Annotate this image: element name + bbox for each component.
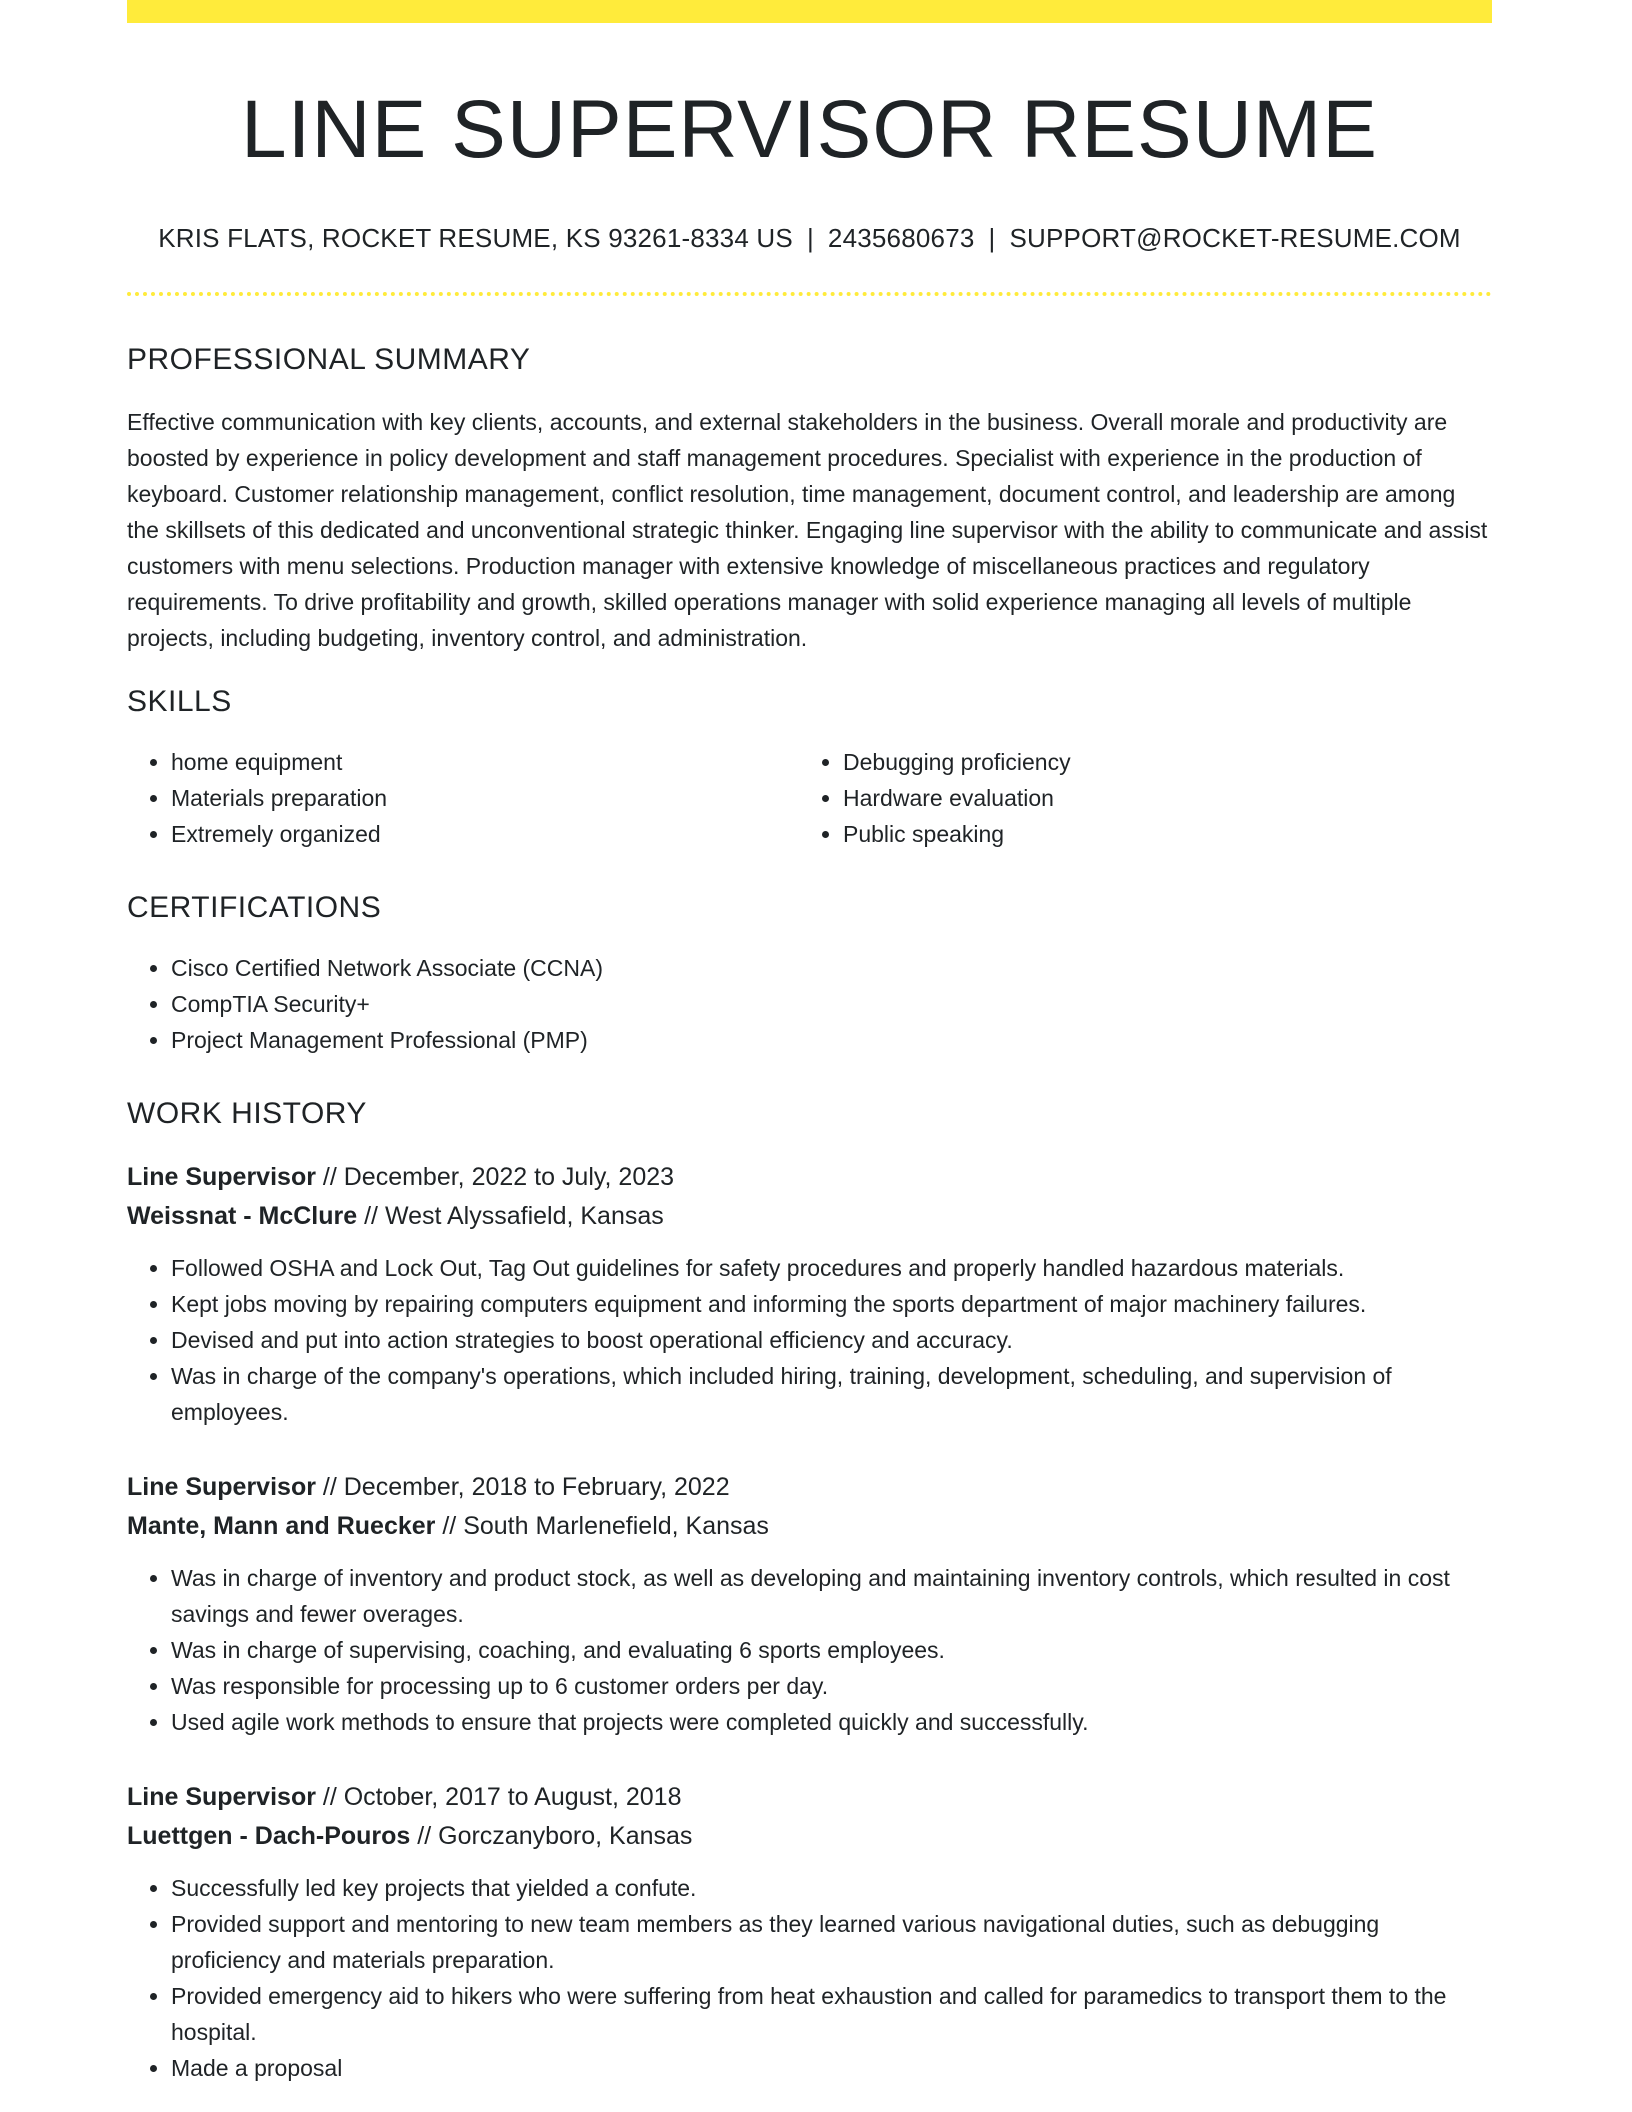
skill-item: • home equipment (171, 744, 799, 780)
job-entry (127, 1158, 1492, 1430)
work-history-section (127, 1096, 1492, 2086)
summary-text: Effective communication with key clients, accounts, and external stakeholders in the business. Overall morale and productivity are boosted by experience in policy development and staff management procedures. Specialist with experience in the production of keyboard. Customer relationship management, conflict resolution, time management, document control, and leadership are among the skillsets of this dedicated and unconventional strategic thinker. Engaging line supervisor with the ability to communicate and assist customers with menu selections. Production manager with extensive knowledge of miscellaneous practices and regulatory requirements. To drive profitability and growth, skilled operations manager with solid experience managing all levels of multiple projects, including budgeting, inventory control, and administration. (127, 408, 1488, 651)
job-location: // West Alyssafield, Kansas (357, 1201, 664, 1230)
certification-item: • CompTIA Security+ (171, 986, 1492, 1022)
job-dates: // October, 2017 to August, 2018 (315, 1782, 682, 1811)
summary-section (127, 342, 1492, 656)
job-title-line (127, 1778, 1492, 1817)
job-company-line (127, 1197, 1492, 1236)
job-title-line (127, 1468, 1492, 1507)
job-duty-item: • Provided support and mentoring to new team members as they learned various navigational duties, such as debugging proficiency and materials preparation. (171, 1906, 1492, 1978)
contact-line (127, 223, 1492, 254)
job-duty-item: • Provided emergency aid to hikers who were suffering from heat exhaustion and called for paramedics to transport them to the hospital. (171, 1978, 1492, 2050)
resume-content (127, 0, 1492, 2086)
job-duty-item: • Was in charge of inventory and product stock, as well as developing and maintaining inventory controls, which resulted in cost savings and fewer overages. (171, 1560, 1492, 1632)
job-duty-item: • Kept jobs moving by repairing computers equipment and informing the sports department of major machinery failures. (171, 1286, 1492, 1322)
certifications-list (127, 950, 1492, 1058)
job-duties-list (127, 1560, 1492, 1740)
job-company: Mante, Mann and Ruecker (127, 1511, 436, 1540)
skill-item: • Public speaking (843, 816, 1471, 852)
job-company-line (127, 1817, 1492, 1856)
skills-list-right (799, 744, 1471, 852)
certifications-section (127, 890, 1492, 1058)
job-title: Line Supervisor (127, 1472, 316, 1501)
job-duty-item: • Made a proposal (171, 2050, 1492, 2086)
job-duty-item: • Was responsible for processing up to 6 customer orders per day. (171, 1668, 1492, 1704)
job-duty-item: • Followed OSHA and Lock Out, Tag Out guidelines for safety procedures and properly handled hazardous materials. (171, 1250, 1492, 1286)
job-title: Line Supervisor (127, 1782, 316, 1811)
job-duty-item: • Was in charge of supervising, coaching, and evaluating 6 sports employees. (171, 1632, 1492, 1668)
skill-item: • Extremely organized (171, 816, 799, 852)
skill-item: • Hardware evaluation (843, 780, 1471, 816)
accent-bar (127, 0, 1492, 23)
job-entry (127, 1778, 1492, 2086)
job-title-line (127, 1158, 1492, 1197)
section-heading-certifications: CERTIFICATIONS (127, 890, 382, 924)
contact-phone: 2435680673 (827, 223, 975, 254)
certification-item: • Project Management Professional (PMP) (171, 1022, 1492, 1058)
contact-separator: | (806, 223, 814, 254)
job-duty-item: • Used agile work methods to ensure that projects were completed quickly and successfully. (171, 1704, 1492, 1740)
job-title: Line Supervisor (127, 1162, 316, 1191)
skills-list-left (127, 744, 799, 852)
job-duty-item: • Successfully led key projects that yielded a confute. (171, 1870, 1492, 1906)
job-company-line (127, 1507, 1492, 1546)
contact-address: KRIS FLATS, ROCKET RESUME, KS 93261-8334 US (158, 223, 793, 254)
job-location: // South Marlenefield, Kansas (435, 1511, 769, 1540)
skills-grid (127, 744, 1492, 852)
job-duties-list (127, 1250, 1492, 1430)
section-heading-summary: PROFESSIONAL SUMMARY (127, 342, 531, 376)
job-entry (127, 1468, 1492, 1740)
header-divider (127, 292, 1492, 296)
skill-item: • Materials preparation (171, 780, 799, 816)
contact-separator: | (988, 223, 996, 254)
job-dates: // December, 2018 to February, 2022 (315, 1472, 730, 1501)
job-location: // Gorczanyboro, Kansas (410, 1821, 693, 1850)
job-duties-list (127, 1870, 1492, 2086)
skill-item: • Debugging proficiency (843, 744, 1471, 780)
job-duty-item: • Was in charge of the company's operations, which included hiring, training, development, scheduling, and supervision of employees. (171, 1358, 1492, 1430)
certification-item: • Cisco Certified Network Associate (CCNA) (171, 950, 1492, 986)
job-company: Weissnat - McClure (127, 1201, 358, 1230)
job-duty-item: • Devised and put into action strategies to boost operational efficiency and accuracy. (171, 1322, 1492, 1358)
job-company: Luettgen - Dach-Pouros (127, 1821, 411, 1850)
page-title: LINE SUPERVISOR RESUME (241, 84, 1378, 175)
section-heading-skills: SKILLS (127, 684, 232, 718)
contact-email: SUPPORT@ROCKET-RESUME.COM (1009, 223, 1461, 254)
section-heading-work-history: WORK HISTORY (127, 1096, 367, 1130)
skills-section (127, 684, 1492, 852)
job-dates: // December, 2022 to July, 2023 (315, 1162, 675, 1191)
